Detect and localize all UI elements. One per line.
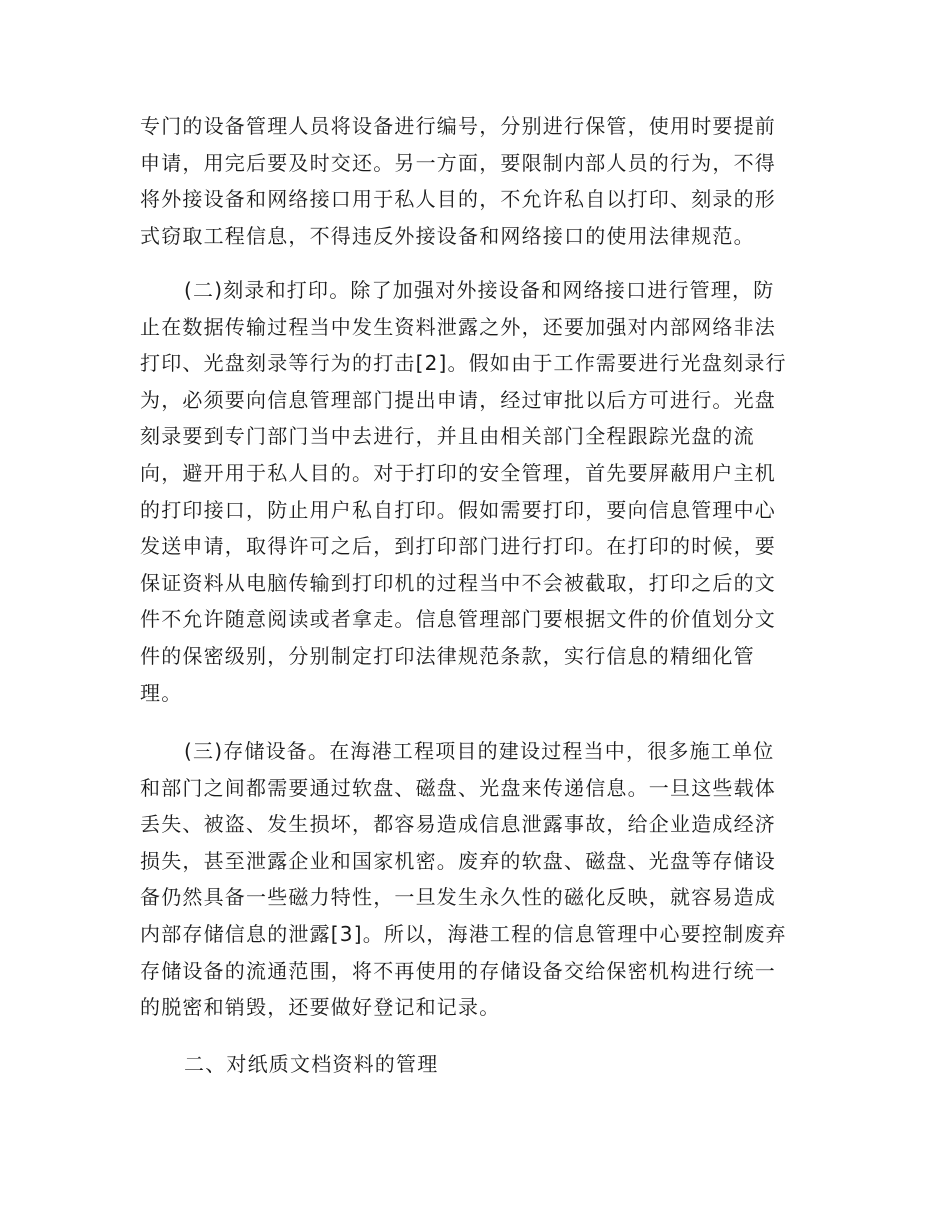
text-line: 的脱密和销毁，还要做好登记和记录。 — [140, 995, 501, 1020]
text-line: 发送申请，取得许可之后，到打印部门进行打印。在打印的时候，要 — [140, 534, 776, 559]
text-line: 将外接设备和网络接口用于私人目的，不允许私自以打印、刻录的形 — [140, 187, 776, 212]
text-line: 向，避开用于私人目的。对于打印的安全管理，首先要屏蔽用户主机 — [140, 460, 776, 485]
text-line: 为，必须要向信息管理部门提出申请，经过审批以后方可进行。光盘 — [140, 387, 776, 412]
text-line: 式窃取工程信息，不得违反外接设备和网络接口的使用法律规范。 — [140, 223, 755, 248]
text-line: 止在数据传输过程当中发生资料泄露之外，还要加强对内部网络非法 — [140, 314, 776, 339]
text-line: 损失，甚至泄露企业和国家机密。废弃的软盘、磁盘、光盘等存储设 — [140, 848, 776, 873]
paragraph-burning-and-printing — [140, 272, 820, 711]
text-line: 申请，用完后要及时交还。另一方面，要限制内部人员的行为，不得 — [140, 150, 776, 175]
text-line: 专门的设备管理人员将设备进行编号，分别进行保管，使用时要提前 — [140, 114, 776, 138]
text-line: 件的保密级别，分别制定打印法律规范条款，实行信息的精细化管 — [140, 643, 755, 668]
text-line: 内部存储信息的泄露[3]。所以，海港工程的信息管理中心要控制废弃 — [140, 921, 787, 946]
paragraph-device-custody — [140, 108, 820, 254]
text-line: (二)刻录和打印。除了加强对外接设备和网络接口进行管理，防 — [184, 278, 775, 302]
text-line: 存储设备的流通范围，将不再使用的存储设备交给保密机构进行统一 — [140, 958, 776, 983]
text-line: 保证资料从电脑传输到打印机的过程当中不会被截取，打印之后的文 — [140, 570, 776, 595]
text-line: 备仍然具备一些磁力特性，一旦发生永久性的磁化反映，就容易造成 — [140, 885, 776, 910]
text-line: 件不允许随意阅读或者拿走。信息管理部门要根据文件的价值划分文 — [140, 607, 776, 632]
text-line: (三)存储设备。在海港工程项目的建设过程当中，很多施工单位 — [184, 739, 775, 763]
paragraph-storage-devices — [140, 733, 820, 1026]
text-line: 的打印接口，防止用户私自打印。假如需要打印，要向信息管理中心 — [140, 497, 776, 522]
text-line: 打印、光盘刻录等行为的打击[2]。假如由于工作需要进行光盘刻录行 — [140, 351, 787, 376]
section-heading — [140, 1046, 820, 1083]
text-line: 理。 — [140, 680, 183, 705]
heading-text: 二、对纸质文档资料的管理 — [184, 1052, 439, 1076]
text-line: 丢失、被盗、发生损坏，都容易造成信息泄露事故，给企业造成经济 — [140, 812, 776, 837]
text-line: 和部门之间都需要通过软盘、磁盘、光盘来传递信息。一旦这些载体 — [140, 775, 776, 800]
text-line: 刻录要到专门部门当中去进行，并且由相关部门全程跟踪光盘的流 — [140, 424, 755, 449]
